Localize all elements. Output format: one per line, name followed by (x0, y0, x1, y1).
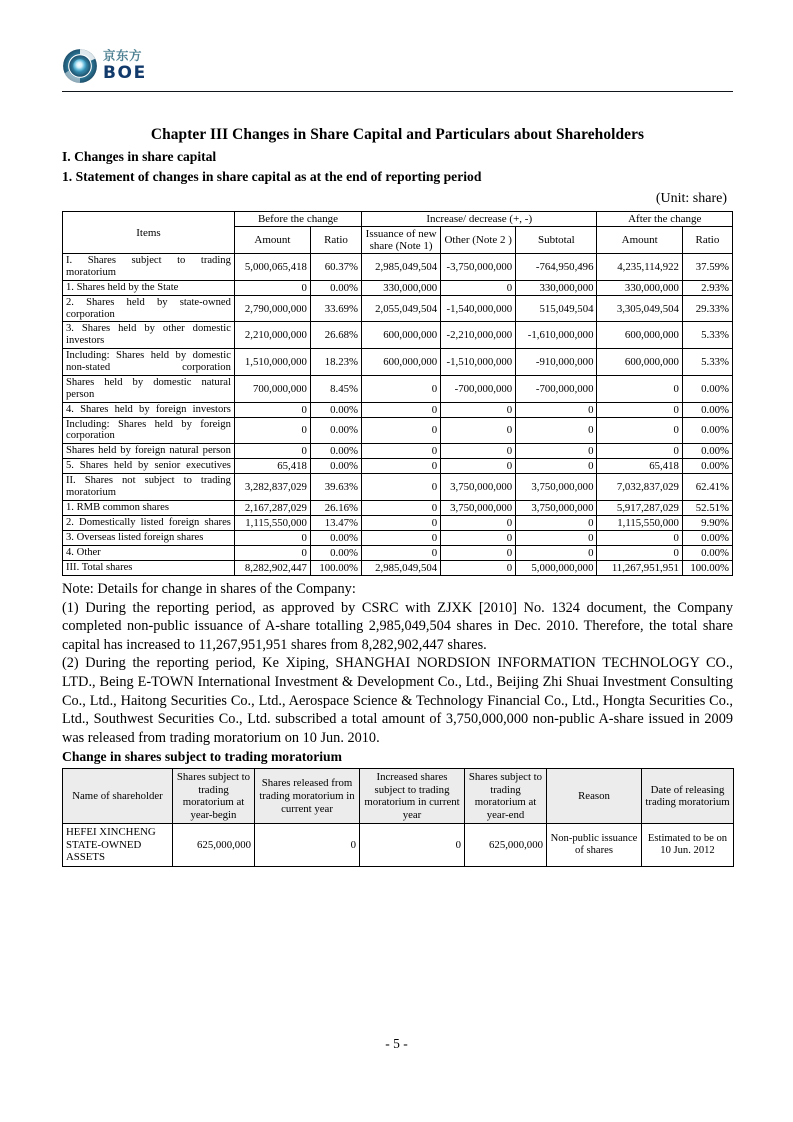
cell-date-of-releasing: Estimated to be on 10 Jun. 2012 (642, 824, 734, 867)
table-row (63, 254, 733, 281)
cell-other: 0 (441, 459, 516, 474)
cell-subtotal: 0 (516, 546, 597, 561)
cell-before-amount: 1,115,550,000 (234, 516, 310, 531)
cell-subtotal: -700,000,000 (516, 375, 597, 402)
cell-issuance: 0 (362, 516, 441, 531)
letterhead (62, 0, 733, 92)
header-before-change: Before the change (234, 212, 361, 227)
cell-issuance: 0 (362, 402, 441, 417)
header-shares-released: Shares released from trading moratorium in current year (255, 769, 360, 824)
header-divider (62, 91, 733, 92)
cell-after-ratio: 0.00% (682, 531, 732, 546)
cell-shareholder-name: HEFEI XINCHENG STATE-OWNED ASSETS (63, 824, 173, 867)
cell-before-amount: 2,167,287,029 (234, 501, 310, 516)
cell-before-amount: 0 (234, 531, 310, 546)
cell-before-ratio: 0.00% (310, 531, 361, 546)
moratorium-table (62, 768, 734, 867)
cell-after-ratio: 52.51% (682, 501, 732, 516)
header-name-of-shareholder: Name of shareholder (63, 769, 173, 824)
notes-block (62, 580, 733, 747)
cell-issuance: 600,000,000 (362, 322, 441, 349)
header-date-of-releasing: Date of releasing trading moratorium (642, 769, 734, 824)
cell-subtotal: 0 (516, 459, 597, 474)
cell-issuance: 2,985,049,504 (362, 254, 441, 281)
table-row (63, 501, 733, 516)
cell-other: 0 (441, 280, 516, 295)
table-row (63, 474, 733, 501)
header-reason: Reason (547, 769, 642, 824)
cell-before-ratio: 0.00% (310, 402, 361, 417)
cell-other: -1,540,000,000 (441, 295, 516, 322)
cell-after-ratio: 9.90% (682, 516, 732, 531)
cell-subtotal: -1,610,000,000 (516, 322, 597, 349)
row-label: III. Total shares (63, 561, 235, 576)
table-row (63, 295, 733, 322)
header-before-ratio: Ratio (310, 227, 361, 254)
cell-before-amount: 8,282,902,447 (234, 561, 310, 576)
share-capital-table (62, 211, 733, 576)
page-footer (0, 1036, 793, 1052)
table-row (63, 444, 733, 459)
cell-subtotal: 3,750,000,000 (516, 501, 597, 516)
cell-after-amount: 11,267,951,951 (597, 561, 682, 576)
cell-issuance: 600,000,000 (362, 349, 441, 376)
cell-after-ratio: 0.00% (682, 546, 732, 561)
cell-subtotal: 515,049,504 (516, 295, 597, 322)
cell-subtotal: 330,000,000 (516, 280, 597, 295)
cell-subtotal: 5,000,000,000 (516, 561, 597, 576)
cell-before-ratio: 33.69% (310, 295, 361, 322)
cell-before-amount: 3,282,837,029 (234, 474, 310, 501)
cell-after-amount: 0 (597, 402, 682, 417)
cell-after-amount: 0 (597, 375, 682, 402)
table-group-header-row (63, 212, 733, 227)
cell-issuance: 0 (362, 501, 441, 516)
row-label: I. Shares subject to trading moratorium (63, 254, 235, 281)
table-row (63, 516, 733, 531)
cell-after-ratio: 0.00% (682, 402, 732, 417)
cell-before-amount: 2,790,000,000 (234, 295, 310, 322)
table-row (63, 546, 733, 561)
row-label: Including: Shares held by foreign corporation (63, 417, 235, 444)
note-intro: Note: Details for change in shares of the Company: (62, 581, 356, 598)
table-row (63, 561, 733, 576)
cell-before-amount: 700,000,000 (234, 375, 310, 402)
row-label: 4. Other (63, 546, 235, 561)
cell-after-amount: 4,235,114,922 (597, 254, 682, 281)
row-label: Shares held by domestic natural person (63, 375, 235, 402)
header-after-change: After the change (597, 212, 733, 227)
page-content (62, 0, 733, 867)
cell-before-ratio: 18.23% (310, 349, 361, 376)
header-after-ratio: Ratio (682, 227, 732, 254)
section-heading-changes-in-share-capital: I. Changes in share capital (62, 149, 217, 164)
cell-before-ratio: 0.00% (310, 546, 361, 561)
header-after-amount: Amount (597, 227, 682, 254)
cell-subtotal: 0 (516, 516, 597, 531)
cell-after-amount: 7,032,837,029 (597, 474, 682, 501)
cell-before-ratio: 100.00% (310, 561, 361, 576)
cell-subtotal: 3,750,000,000 (516, 474, 597, 501)
logo-chinese-name: 京东方 (103, 48, 143, 64)
cell-after-ratio: 0.00% (682, 417, 732, 444)
cell-issuance: 0 (362, 474, 441, 501)
chapter-title: Chapter III Changes in Share Capital and Particulars about Shareholders (150, 126, 645, 143)
cell-shares-released: 0 (255, 824, 360, 867)
cell-after-amount: 65,418 (597, 459, 682, 474)
row-label: 1. RMB common shares (63, 501, 235, 516)
cell-other: -1,510,000,000 (441, 349, 516, 376)
row-label: 5. Shares held by senior executives (63, 459, 235, 474)
cell-subtotal: 0 (516, 417, 597, 444)
cell-before-ratio: 0.00% (310, 444, 361, 459)
table-row (63, 349, 733, 376)
header-before-amount: Amount (234, 227, 310, 254)
cell-after-amount: 1,115,550,000 (597, 516, 682, 531)
cell-other: 0 (441, 417, 516, 444)
unit-note: (Unit: share) (655, 191, 727, 206)
logo-wordmark (103, 50, 147, 82)
cell-subtotal: 0 (516, 531, 597, 546)
cell-after-ratio: 2.93% (682, 280, 732, 295)
cell-other: 0 (441, 516, 516, 531)
row-label: II. Shares not subject to trading moratorium (63, 474, 235, 501)
cell-issuance: 2,055,049,504 (362, 295, 441, 322)
cell-other: 3,750,000,000 (441, 474, 516, 501)
cell-before-ratio: 8.45% (310, 375, 361, 402)
subsection-heading-change-in-shares: Change in shares subject to trading moratorium (62, 749, 342, 765)
cell-before-amount: 65,418 (234, 459, 310, 474)
cell-increased-shares: 0 (360, 824, 465, 867)
row-label: 2. Shares held by state-owned corporation (63, 295, 235, 322)
share-capital-table-body (63, 254, 733, 576)
cell-after-amount: 0 (597, 531, 682, 546)
cell-other: -3,750,000,000 (441, 254, 516, 281)
cell-before-amount: 0 (234, 402, 310, 417)
cell-before-ratio: 13.47% (310, 516, 361, 531)
cell-before-amount: 5,000,065,418 (234, 254, 310, 281)
cell-issuance: 2,985,049,504 (362, 561, 441, 576)
cell-after-amount: 3,305,049,504 (597, 295, 682, 322)
cell-after-ratio: 0.00% (682, 459, 732, 474)
cell-after-ratio: 62.41% (682, 474, 732, 501)
cell-issuance: 0 (362, 375, 441, 402)
cell-before-ratio: 60.37% (310, 254, 361, 281)
cell-after-amount: 0 (597, 546, 682, 561)
cell-after-ratio: 100.00% (682, 561, 732, 576)
note-item-2: (2) During the reporting period, Ke Xiping, SHANGHAI NORDSION INFORMATION TECHNOLOGY CO., LTD., Being E-TOWN International Investment & Development Co., Ltd., Beijing Zhi Shuai Investment Consulting Co., Ltd., Haitong Securities Co., Ltd., Aerospace Science & Technology Financial Co., Ltd., Hongta Securities Co., Ltd., Southwest Securities Co., Ltd. subscribed a total amount of 3,750,000,000 non-public A-share issued in 2009 was released from trading moratorium on 10 Jun. 2010. (62, 655, 733, 746)
cell-after-amount: 330,000,000 (597, 280, 682, 295)
boe-logo (62, 44, 733, 88)
cell-after-ratio: 37.59% (682, 254, 732, 281)
cell-issuance: 0 (362, 531, 441, 546)
table-row (63, 824, 734, 867)
moratorium-table-body (63, 824, 734, 867)
cell-other: 3,750,000,000 (441, 501, 516, 516)
table-row (63, 322, 733, 349)
page-number: - 5 - (385, 1036, 408, 1051)
cell-issuance: 0 (362, 444, 441, 459)
cell-issuance: 330,000,000 (362, 280, 441, 295)
cell-before-amount: 0 (234, 417, 310, 444)
header-subtotal: Subtotal (516, 227, 597, 254)
cell-before-ratio: 0.00% (310, 459, 361, 474)
cell-other: 0 (441, 546, 516, 561)
logo-english-name: BOE (103, 62, 147, 83)
row-label: 3. Shares held by other domestic investors (63, 322, 235, 349)
cell-shares-at-year-end: 625,000,000 (465, 824, 547, 867)
table-row (63, 375, 733, 402)
boe-ring-logo-icon (62, 48, 98, 84)
cell-other: 0 (441, 561, 516, 576)
cell-after-ratio: 0.00% (682, 375, 732, 402)
cell-shares-at-year-begin: 625,000,000 (173, 824, 255, 867)
cell-after-ratio: 5.33% (682, 322, 732, 349)
note-item-1: (1) During the reporting period, as approved by CSRC with ZJXK [2010] No. 1324 document, the Company completed non-public issuance of A-share totalling 2,985,049,504 shares in Dec. 2010. Therefore, the total share capital has increased to 11,267,951,951 shares from 8,282,902,447 shares. (62, 599, 733, 653)
row-label: 4. Shares held by foreign investors (63, 402, 235, 417)
table-row (63, 402, 733, 417)
cell-before-amount: 1,510,000,000 (234, 349, 310, 376)
table-row (63, 417, 733, 444)
cell-subtotal: 0 (516, 402, 597, 417)
header-increased-shares: Increased shares subject to trading moratorium in current year (360, 769, 465, 824)
row-label: Shares held by foreign natural person (63, 444, 235, 459)
cell-subtotal: 0 (516, 444, 597, 459)
cell-issuance: 0 (362, 459, 441, 474)
cell-reason: Non-public issuance of shares (547, 824, 642, 867)
row-label: 2. Domestically listed foreign shares (63, 516, 235, 531)
header-shares-at-year-end: Shares subject to trading moratorium at year-end (465, 769, 547, 824)
cell-subtotal: -910,000,000 (516, 349, 597, 376)
cell-other: 0 (441, 402, 516, 417)
header-increase-decrease: Increase/ decrease (+, -) (362, 212, 597, 227)
row-label: 3. Overseas listed foreign shares (63, 531, 235, 546)
cell-before-amount: 0 (234, 444, 310, 459)
cell-after-amount: 0 (597, 417, 682, 444)
cell-before-amount: 2,210,000,000 (234, 322, 310, 349)
table-row (63, 459, 733, 474)
cell-after-ratio: 0.00% (682, 444, 732, 459)
moratorium-header-row (63, 769, 734, 824)
table-row (63, 280, 733, 295)
cell-before-ratio: 39.63% (310, 474, 361, 501)
header-other: Other (Note 2 ) (441, 227, 516, 254)
header-issuance-of-new-share: Issuance of new share (Note 1) (362, 227, 441, 254)
cell-after-ratio: 29.33% (682, 295, 732, 322)
cell-after-ratio: 5.33% (682, 349, 732, 376)
cell-other: -700,000,000 (441, 375, 516, 402)
cell-before-amount: 0 (234, 546, 310, 561)
cell-after-amount: 0 (597, 444, 682, 459)
cell-issuance: 0 (362, 546, 441, 561)
section-heading-statement-of-changes: 1. Statement of changes in share capital as at the end of reporting period (62, 169, 482, 184)
row-label: Including: Shares held by domestic non-stated corporation (63, 349, 235, 376)
cell-before-ratio: 0.00% (310, 280, 361, 295)
header-items: Items (63, 212, 235, 254)
header-shares-at-year-begin: Shares subject to trading moratorium at year-begin (173, 769, 255, 824)
cell-before-ratio: 0.00% (310, 417, 361, 444)
cell-other: 0 (441, 444, 516, 459)
row-label: 1. Shares held by the State (63, 280, 235, 295)
cell-other: 0 (441, 531, 516, 546)
cell-after-amount: 600,000,000 (597, 322, 682, 349)
cell-after-amount: 5,917,287,029 (597, 501, 682, 516)
table-row (63, 531, 733, 546)
cell-subtotal: -764,950,496 (516, 254, 597, 281)
cell-other: -2,210,000,000 (441, 322, 516, 349)
cell-before-amount: 0 (234, 280, 310, 295)
cell-before-ratio: 26.68% (310, 322, 361, 349)
cell-after-amount: 600,000,000 (597, 349, 682, 376)
cell-before-ratio: 26.16% (310, 501, 361, 516)
cell-issuance: 0 (362, 417, 441, 444)
